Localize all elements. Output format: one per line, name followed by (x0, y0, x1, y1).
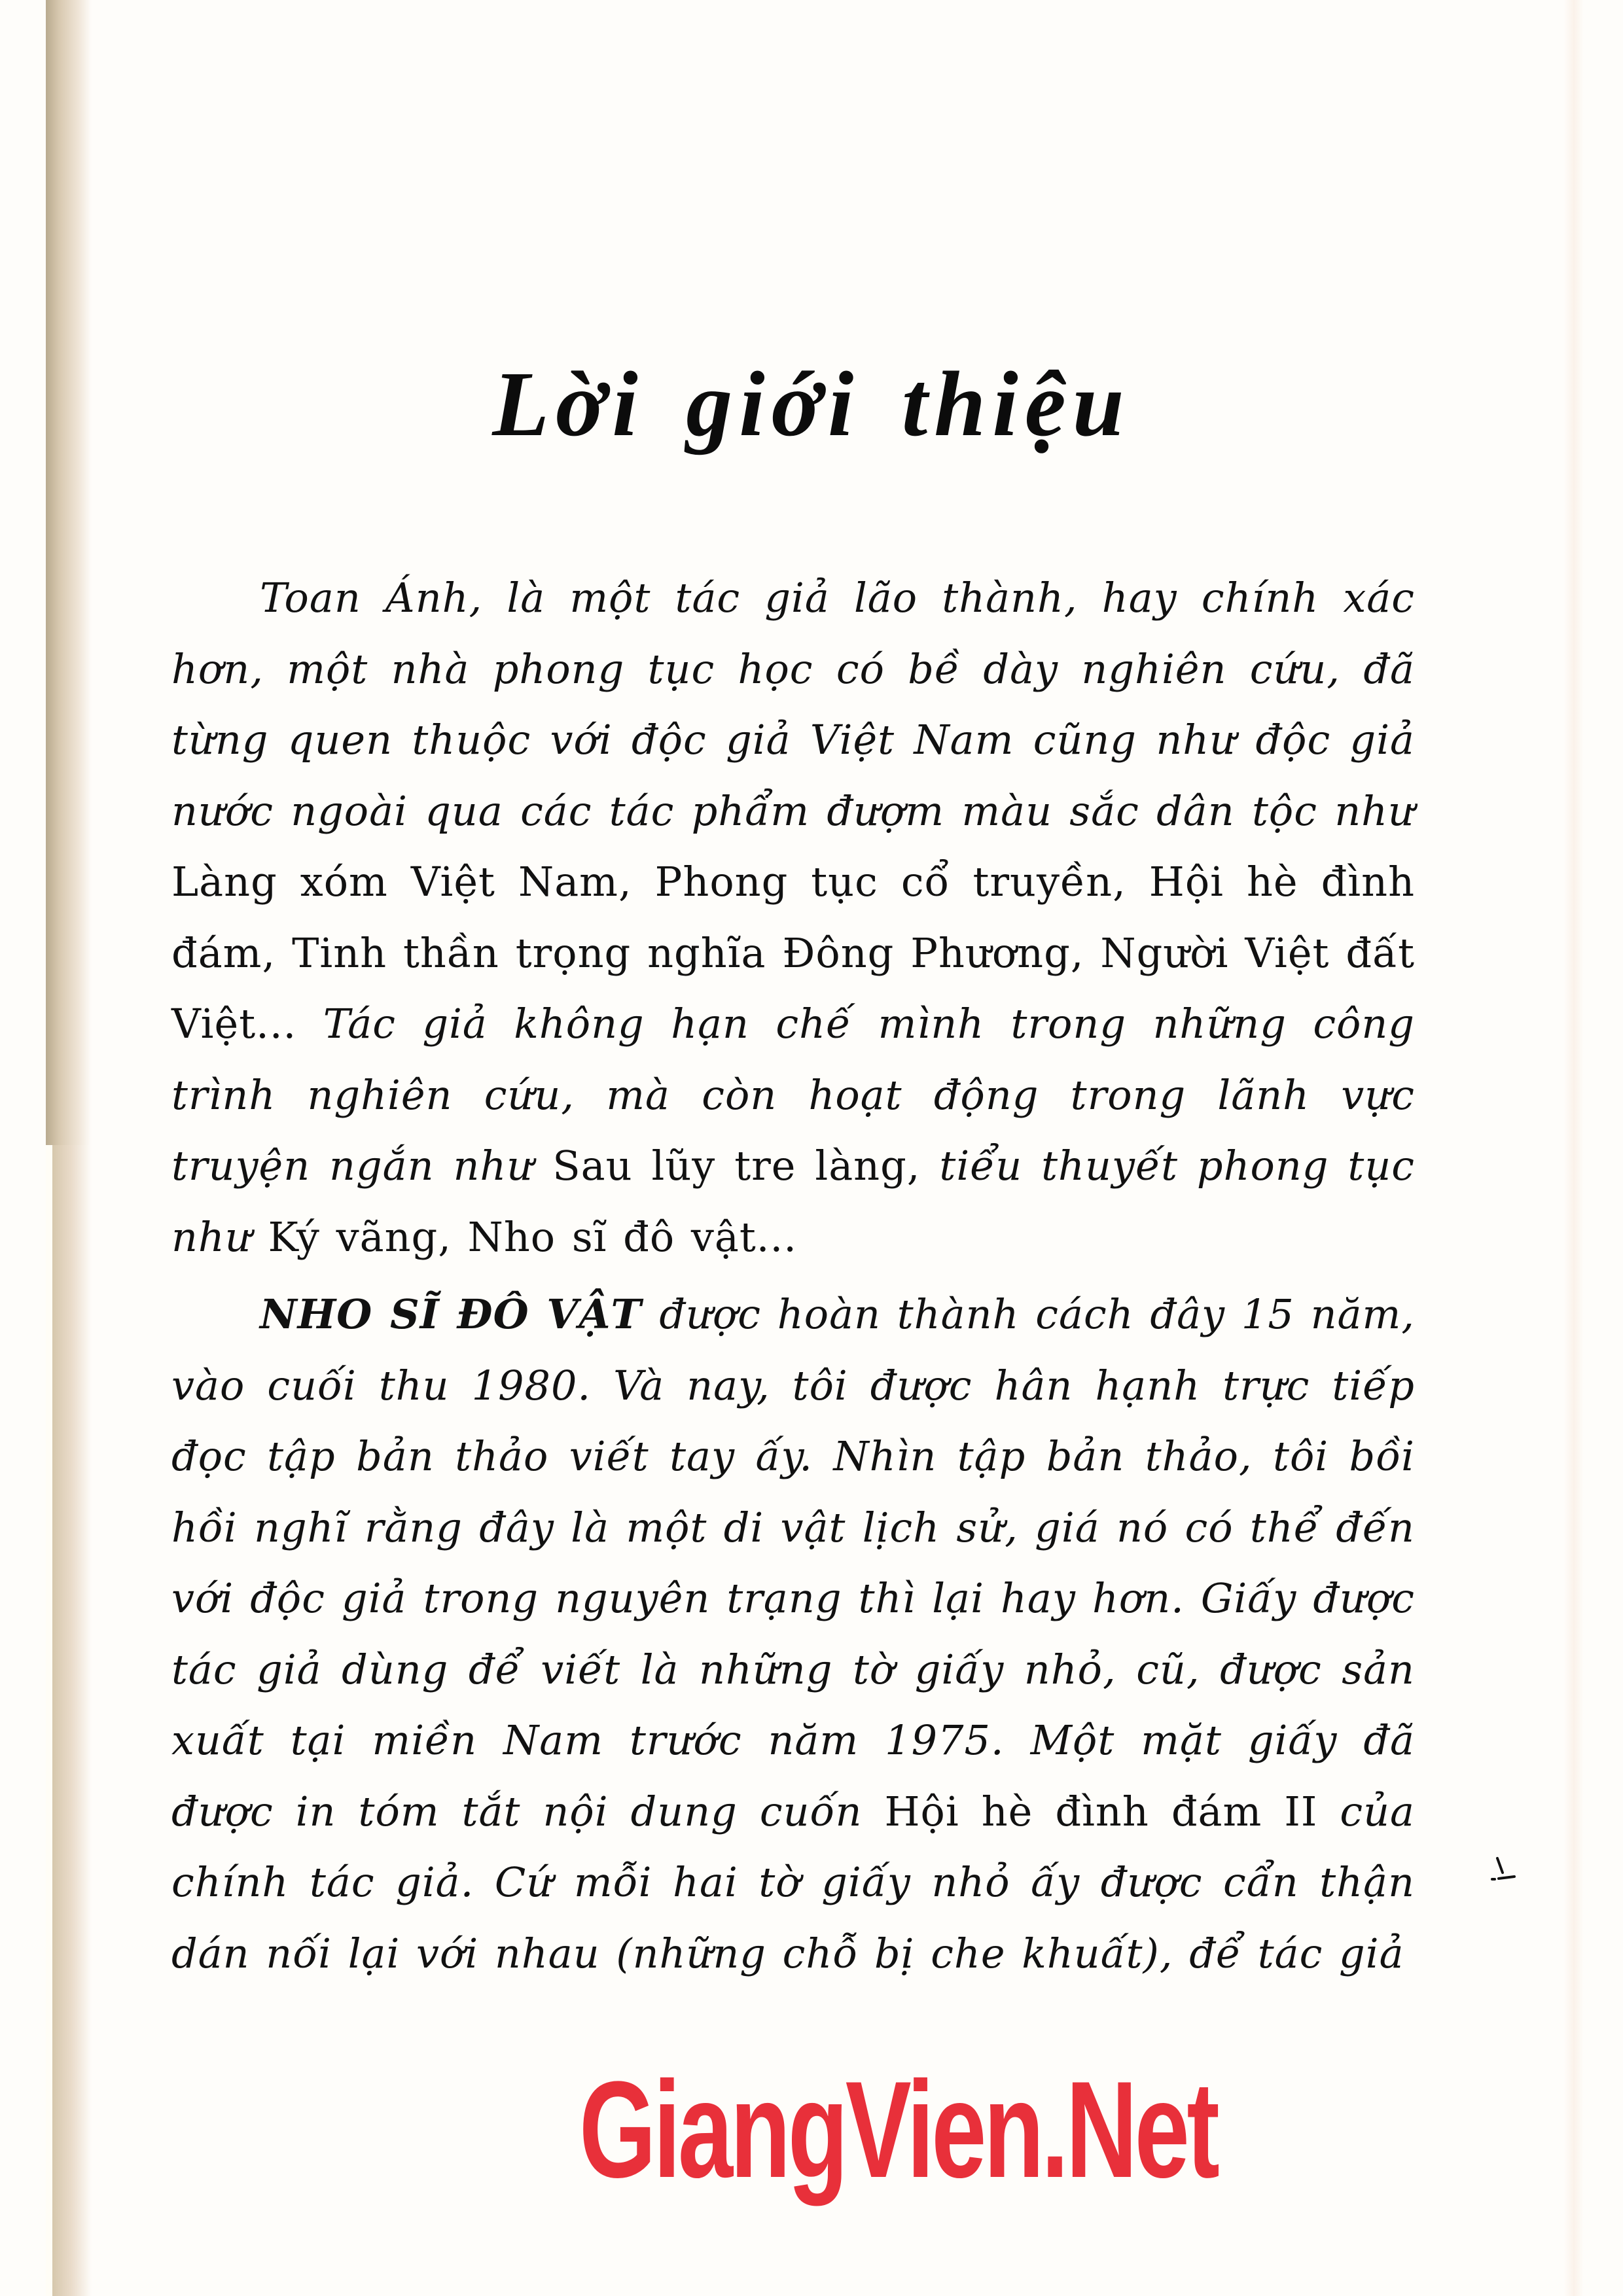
page-edge-strip (46, 1145, 52, 2296)
text-segment: của chính tác giả. Cứ mỗi hai tờ giấy nhỏ ấy được cẩn thận dán nối lại với nhau (những chỗ bị che khuất), để tác giả (171, 1787, 1415, 1977)
text-segment: tiểu thuyết phong tục như (171, 1142, 1415, 1261)
stray-ink-mark (1489, 1857, 1518, 1883)
paragraph-1 (171, 563, 1415, 1273)
book-title-emphasis: NHO SĨ ĐÔ VẬT (260, 1290, 660, 1338)
text-segment: Toan Ánh, là một tác giả lão thành, hay chính xác hơn, một nhà phong tục học có bề dày nghiên cứu, đã từng quen thuộc với độc giả Việt Nam cũng như độc giả nước ngoài qua các tác phẩm đượm màu sắc dân tộc như (171, 574, 1415, 835)
book-titles: Làng xóm Việt Nam, Phong tục cổ truyền, Hội hè đình đám, Tinh thần trọng nghĩa Đông Phương, Người Việt đất Việt... (171, 858, 1415, 1048)
text-segment: được hoàn thành cách đây 15 năm, vào cuối thu 1980. Và nay, tôi được hân hạnh trực tiếp đọc tập bản thảo viết tay ấy. Nhìn tập bản thảo, tôi bồi hồi nghĩ rằng đây là một di vật lịch sử, giá nó có thể đến với độc giả trong nguyên trạng thì lại hay hơn. Giấy được tác giả dùng để viết là những tờ giấy nhỏ, cũ, được sản xuất tại miền Nam trước năm 1975. Một mặt giấy đã được in tóm tắt nội dung cuốn (171, 1290, 1415, 1835)
book-title: Hội hè đình đám II (884, 1787, 1340, 1835)
paragraph-2 (171, 1279, 1415, 1989)
watermark: GiangVien.Net (579, 2053, 1217, 2206)
book-title: Sau lũy tre làng, (552, 1142, 940, 1190)
page-gutter-shadow-lower (52, 1145, 92, 2296)
body-text (171, 563, 1415, 1989)
page-gutter-shadow (46, 0, 92, 1145)
book-titles: Ký vãng, Nho sĩ đô vật... (268, 1212, 797, 1261)
page-title: Lời giới thiệu (492, 352, 1131, 456)
text-segment: Tác giả không hạn chế mình trong những công trình nghiên cứu, mà còn hoạt động trong lãnh vực truyện ngắn như (171, 1000, 1415, 1190)
page-right-crease (1564, 0, 1584, 2296)
